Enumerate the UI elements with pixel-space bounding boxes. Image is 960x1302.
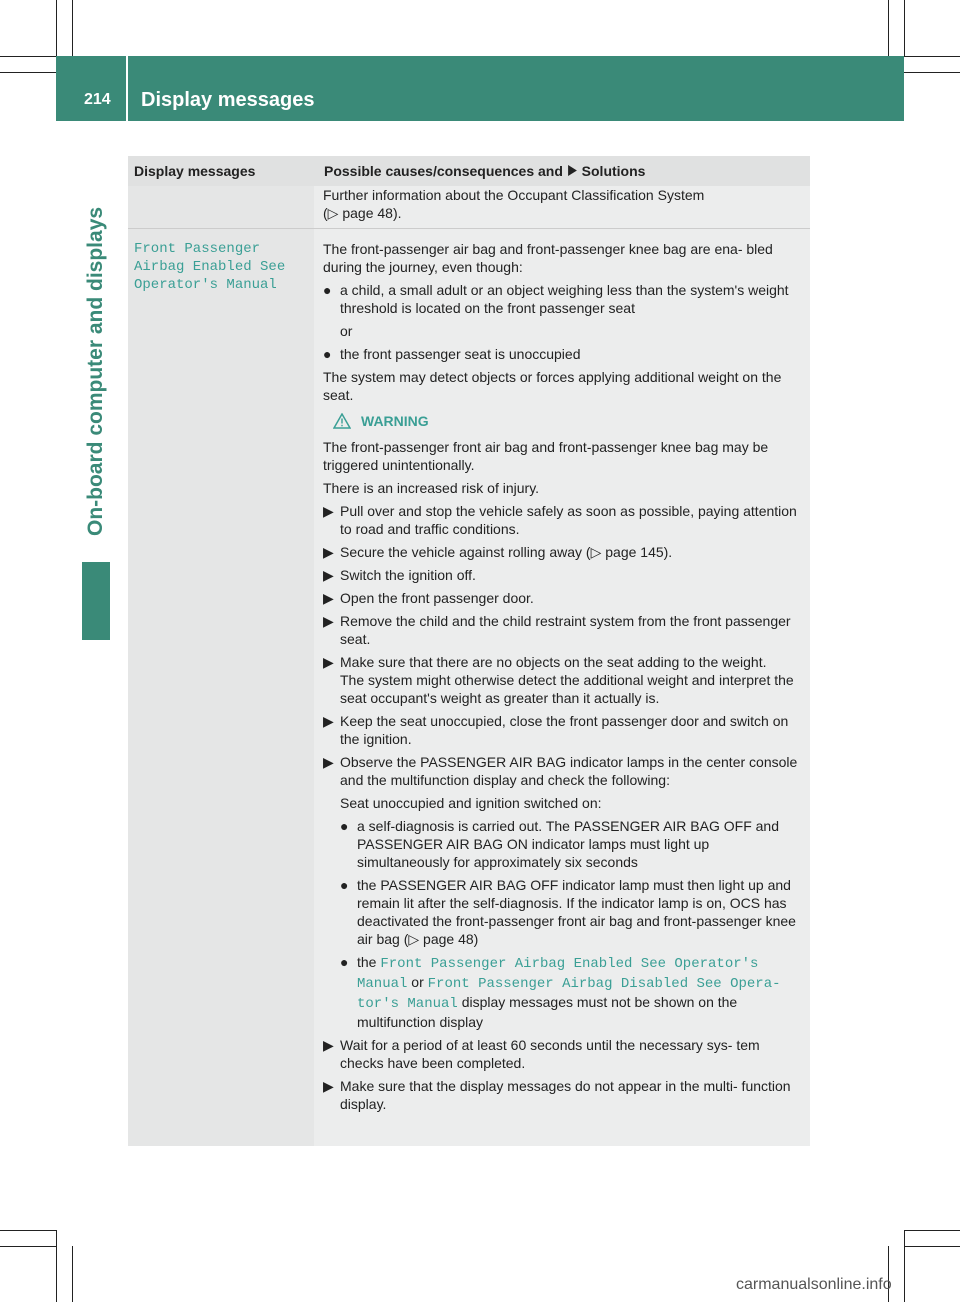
step-arrow-icon: ▶: [323, 567, 334, 583]
step-item: [323, 1077, 803, 1113]
list-item-text: or: [407, 974, 428, 990]
step-text: Observe the PASSENGER AIR BAG indicator lamps in the center console and the multifunction display and check the following:: [340, 754, 798, 788]
step-text: Pull over and stop the vehicle safely as soon as possible, paying attention to road and traffic conditions.: [340, 503, 797, 537]
intro-text: The front-passenger air bag and front-passenger knee bag are ena- bled during the journey, even though:: [323, 241, 773, 275]
step-text: Open the front passenger door.: [340, 590, 534, 606]
page-ref: page 48).: [338, 205, 402, 221]
display-messages-table: [128, 156, 810, 1146]
warning-triangle-icon: [333, 413, 351, 429]
step-item: [323, 566, 803, 584]
step-arrow-icon: ▶: [323, 713, 334, 729]
display-message-ref: Front Passenger Airbag Enabled See Operator's Manual: [357, 956, 759, 992]
crop-mark: [888, 0, 889, 56]
step-arrow-icon: ▶: [323, 544, 334, 560]
step-text: Make sure that the display messages do not appear in the multi- function display.: [340, 1078, 791, 1112]
row-text: Further information about the Occupant Classification System: [323, 187, 705, 203]
warning-text: There is an increased risk of injury.: [323, 480, 540, 496]
column-header-messages: Display messages: [134, 163, 256, 179]
step-text: Wait for a period of at least 60 seconds until the necessary sys- tem checks have been completed.: [340, 1037, 760, 1071]
note-text: The system may detect objects or forces applying additional weight on the seat.: [323, 369, 782, 403]
message-line: Operator's Manual: [134, 277, 277, 293]
message-line: Airbag Enabled See: [134, 259, 286, 275]
action-arrow-icon: [567, 165, 578, 176]
crop-mark: [0, 1230, 56, 1231]
table-header: [128, 156, 810, 186]
list-item-text: the: [357, 954, 381, 970]
step-text: Keep the seat unoccupied, close the front passenger door and switch on the ignition.: [340, 713, 789, 747]
crop-mark: [56, 0, 57, 56]
row-divider: [128, 228, 810, 229]
crop-mark: [904, 56, 960, 57]
page-ref-icon: ▷: [327, 205, 339, 221]
list-item: [340, 817, 803, 871]
page-ref: page 145).: [601, 544, 673, 560]
step-item: [323, 589, 803, 607]
section-side-tab: [82, 562, 110, 640]
list-item-text: a child, a small adult or an object weighing less than the system's weight threshold is located on the front passenger seat: [340, 282, 789, 316]
step-text: Remove the child and the child restraint system from the front passenger seat.: [340, 613, 791, 647]
step-subtext: The system might otherwise detect the additional weight and interpret the seat occupant's weight as greater than it actually is.: [340, 672, 794, 706]
crop-mark: [904, 1230, 960, 1231]
bullet-icon: ●: [323, 282, 332, 298]
or-text: or: [340, 323, 353, 339]
crop-mark: [0, 72, 56, 73]
display-message-ref: Front Passenger Airbag Disabled See Opera‐ tor's Manual: [357, 976, 781, 1012]
page-ref-icon: ▷: [590, 544, 602, 560]
column-header-text: Solutions: [577, 163, 646, 179]
list-item-text: the front passenger seat is unoccupied: [340, 346, 581, 362]
warning-heading: [333, 412, 803, 430]
list-item-text: the PASSENGER AIR BAG OFF indicator lamp must then light up and remain lit after the self-diagnosis. If the indicator lamp is on, OCS has deactivated the front-passenger front air bag and front-passenger knee air bag (: [357, 877, 796, 947]
column-header-text: Possible causes/consequences and: [324, 163, 567, 179]
bullet-icon: ●: [323, 346, 332, 362]
step-text: Secure the vehicle against rolling away (: [340, 544, 591, 560]
display-message-front-passenger-enabled: [134, 240, 285, 294]
step-arrow-icon: ▶: [323, 613, 334, 629]
table-row-content: [323, 240, 803, 1118]
page-ref-icon: ▷: [408, 931, 420, 947]
ref-prefix: (: [323, 205, 328, 221]
row-text-ref: [323, 204, 803, 222]
step-item: [323, 543, 803, 561]
crop-mark: [904, 1246, 960, 1247]
bullet-icon: ●: [340, 954, 349, 970]
step-item: [323, 612, 803, 648]
step-item: [323, 502, 803, 538]
warning-label: WARNING: [361, 413, 429, 429]
page-ref: page 48): [419, 931, 479, 947]
crop-mark: [0, 56, 56, 57]
bullet-icon: ●: [340, 877, 349, 893]
message-line: Front Passenger: [134, 241, 261, 257]
step-item: [323, 753, 803, 789]
list-item: [340, 876, 803, 948]
step-arrow-icon: ▶: [323, 1037, 334, 1053]
list-item-text: a self-diagnosis is carried out. The PASSENGER AIR BAG OFF and PASSENGER AIR BAG ON indicator lamps must light up simultaneously for approximately six seconds: [357, 818, 779, 870]
page-title: Display messages: [141, 89, 315, 111]
section-side-label: On-board computer and displays: [84, 206, 107, 536]
crop-mark: [56, 1230, 57, 1302]
table-column-messages: [128, 156, 314, 1146]
crop-mark: [72, 0, 73, 56]
list-item: [323, 345, 803, 363]
step-text: Switch the ignition off.: [340, 567, 476, 583]
watermark: carmanualsonline.info: [736, 1276, 892, 1293]
warning-text: The front-passenger front air bag and front-passenger knee bag may be triggered unintentionally.: [323, 439, 769, 473]
table-row: [323, 186, 803, 222]
column-header-solutions: [324, 163, 645, 179]
crop-mark: [904, 72, 960, 73]
step-arrow-icon: ▶: [323, 590, 334, 606]
step-arrow-icon: ▶: [323, 1078, 334, 1094]
page-number: 214: [84, 91, 111, 108]
crop-mark: [0, 1246, 56, 1247]
step-item: [323, 653, 803, 707]
crop-mark: [904, 1230, 905, 1302]
header-separator: [126, 56, 128, 121]
crop-mark: [72, 1246, 73, 1302]
list-item: [323, 281, 803, 317]
step-arrow-icon: ▶: [323, 754, 334, 770]
step-text: Make sure that there are no objects on the seat adding to the weight.: [340, 654, 767, 670]
list-item: [340, 953, 803, 1031]
crop-mark: [904, 0, 905, 56]
step-arrow-icon: ▶: [323, 503, 334, 519]
bullet-icon: ●: [340, 818, 349, 834]
step-subtext: Seat unoccupied and ignition switched on:: [340, 795, 602, 811]
step-item: [323, 1036, 803, 1072]
step-item: [323, 712, 803, 748]
step-arrow-icon: ▶: [323, 654, 334, 670]
list-item-text: display messages must not be shown on the multifunction display: [357, 994, 738, 1030]
